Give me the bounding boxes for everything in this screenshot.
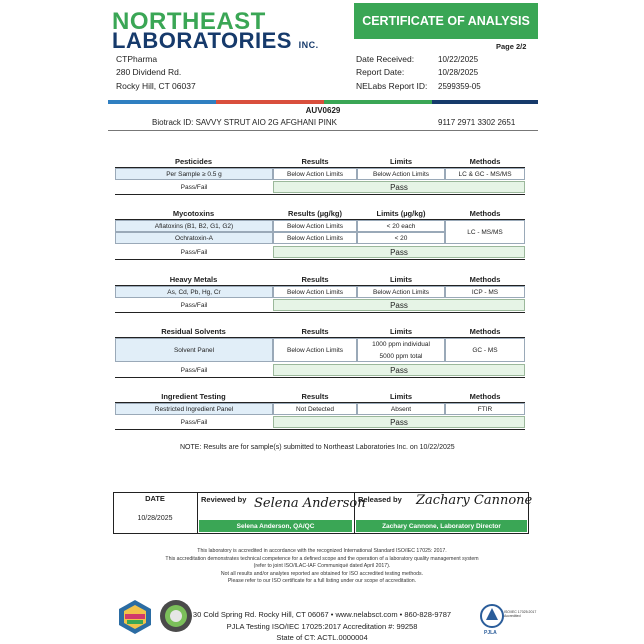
mycotoxins-row1-limit: < 20 each (386, 222, 416, 230)
ingredient-testing-bottom-rule (115, 429, 525, 430)
mycotoxins-method-cell (445, 220, 525, 244)
pesticides-header: Pesticides (174, 157, 213, 166)
ingredient-testing-limit-cell (357, 403, 445, 415)
pjla-label: PJLA (484, 630, 497, 636)
disclaimer-line-5: Please refer to our ISO certificate for a full listing under our scope of accreditation. (227, 578, 417, 584)
colorbar-blue (108, 100, 216, 104)
residual-solvents-limits-header: Limits (389, 327, 413, 336)
pesticides-pass-cell (273, 181, 525, 193)
mycotoxins-results-header: Results (µg/kg) (288, 209, 342, 218)
mycotoxins-method: LC - MS/MS (467, 228, 503, 236)
sample-divider (108, 130, 538, 131)
page-number: Page 2/2 (496, 42, 527, 51)
mycotoxins-header: Mycotoxins (172, 209, 215, 218)
pesticides-limit-cell (357, 168, 445, 180)
residual-solvents-result-cell (273, 338, 357, 362)
mycotoxins-row2-result-cell (273, 232, 357, 244)
heavy-metals-results-header: Results (301, 275, 329, 284)
pesticides-method: LC & GC - MS/MS (458, 170, 512, 178)
biotrack-line (152, 118, 337, 127)
pesticides-result-cell (273, 168, 357, 180)
ingredient-testing-limits-header: Limits (389, 392, 413, 401)
ingredient-testing-pass-cell (273, 416, 525, 428)
mycotoxins-pass: Pass (390, 247, 408, 257)
residual-solvents-bottom-rule (115, 377, 525, 378)
ingredient-testing-analyte-cell (115, 403, 273, 415)
client-address1: 280 Dividend Rd. (116, 67, 182, 77)
ingredient-testing-limit: Absent (390, 405, 412, 413)
report-id-value: 2599359-05 (438, 82, 481, 91)
residual-solvents-pass-cell (273, 364, 525, 376)
disclaimer-line-2: This accreditation demonstrates technical competence for a defined scope and the operation of a laboratory quality management system (165, 556, 479, 562)
ingredient-testing-results-header: Results (301, 392, 329, 401)
disclaimer-line-3: (refer to joint ISO/ILAC-IAF Communiqué dated April 2017). (253, 563, 391, 569)
ingredient-testing-method-cell (445, 403, 525, 415)
released-by-label: Released by (358, 495, 402, 504)
released-name: Zachary Cannone, Laboratory Director (382, 522, 501, 530)
mycotoxins-row2-limit-cell (357, 232, 445, 244)
pjla-badge-text: ISO/IEC 17025:2017 Accredited (504, 610, 537, 618)
signoff-divider-1 (197, 492, 198, 534)
heavy-metals-limit-cell (357, 286, 445, 298)
mycotoxins-row2-limit: < 20 (394, 234, 408, 242)
pesticides-limits-header: Limits (389, 157, 413, 166)
mycotoxins-row2-result: Below Action Limits (287, 234, 343, 242)
heavy-metals-limit: Below Action Limits (373, 288, 429, 296)
residual-solvents-result: Below Action Limits (287, 346, 343, 354)
submission-note: NOTE: Results are for sample(s) submitted to Northeast Laboratories Inc. on 10/22/2025 (180, 444, 455, 451)
mycotoxins-row1-limit-cell (357, 220, 445, 232)
residual-solvents-pass: Pass (390, 365, 408, 375)
heavy-metals-methods-header: Methods (469, 275, 501, 284)
residual-solvents-passfail-label (115, 364, 273, 376)
residual-solvents-methods-header: Methods (469, 327, 501, 336)
mycotoxins-row1-analyte-cell (115, 220, 273, 232)
pesticides-methods-header: Methods (469, 157, 501, 166)
residual-solvents-limit-cell (357, 338, 445, 362)
signoff-date-label: DATE (145, 494, 165, 503)
footer-address: 30 Cold Spring Rd. Rocky Hill, CT 06067 • www.nelabsct.com • 860-828-9787 (192, 610, 452, 619)
client-name: CTPharma (116, 54, 158, 64)
logo-northeast: NORTHEAST (112, 8, 266, 35)
logo-laboratories (112, 28, 319, 54)
pesticides-analyte-cell (115, 168, 273, 180)
ingredient-testing-result: Not Detected (296, 405, 334, 413)
residual-solvents-method-cell (445, 338, 525, 362)
certificate-title: CERTIFICATE OF ANALYSIS (354, 3, 538, 39)
heavy-metals-header: Heavy Metals (169, 275, 218, 284)
heavy-metals-limits-header: Limits (389, 275, 413, 284)
residual-solvents-limit2: 5000 ppm total (379, 353, 423, 360)
report-date-value: 10/28/2025 (438, 68, 479, 77)
residual-solvents-header: Residual Solvents (161, 327, 226, 336)
heavy-metals-analyte-cell (115, 286, 273, 298)
biotrack-number: 9117 2971 3302 2651 (438, 118, 516, 127)
disclaimer-line-1: This laboratory is accredited in accordance with the recognized International Standard ISO/IEC 17025: 2017. (197, 548, 447, 554)
pjla-badge (478, 600, 544, 640)
badge-left-1 (116, 598, 154, 636)
heavy-metals-result: Below Action Limits (287, 288, 343, 296)
residual-solvents-results-header: Results (301, 327, 329, 336)
heavy-metals-analyte: As, Cd, Pb, Hg, Cr (167, 288, 221, 296)
ingredient-testing-passfail-text: Pass/Fail (180, 418, 208, 426)
residual-solvents-analyte: Solvent Panel (173, 346, 215, 354)
client-address2: Rocky Hill, CT 06037 (116, 81, 196, 91)
mycotoxins-row1-result: Below Action Limits (287, 222, 343, 230)
heavy-metals-method: ICP - MS (471, 288, 499, 296)
disclaimer-line-4: Not all results and/or analytes reported are obtained for ISO accredited testing methods. (220, 571, 424, 577)
residual-solvents-analyte-cell (115, 338, 273, 362)
mycotoxins-row1-analyte: Aflatoxins (B1, B2, G1, G2) (154, 222, 234, 230)
footer-accreditation: PJLA Testing ISO/IEC 17025:2017 Accreditation #: 99258 (226, 622, 418, 631)
report-id-label: NELabs Report ID: (356, 81, 428, 91)
pesticides-result: Below Action Limits (287, 170, 343, 178)
mycotoxins-methods-header: Methods (469, 209, 501, 218)
date-received-label: Date Received: (356, 54, 415, 64)
heavy-metals-pass-cell (273, 299, 525, 311)
reviewed-signature: Selena Anderson (254, 496, 366, 511)
released-name-bar (356, 520, 527, 532)
pesticides-pass: Pass (390, 182, 408, 192)
residual-solvents-limit1: 1000 ppm individual (372, 341, 430, 348)
reviewed-name: Selena Anderson, QA/QC (236, 522, 315, 530)
heavy-metals-passfail-label (115, 299, 273, 311)
sample-id: AUV0629 (305, 106, 341, 115)
residual-solvents-method: GC - MS (472, 346, 498, 354)
reviewed-by-label: Reviewed by (201, 495, 247, 504)
ingredient-testing-method: FTIR (477, 405, 493, 413)
residual-solvents-passfail-text: Pass/Fail (180, 366, 208, 374)
ingredient-testing-pass: Pass (390, 417, 408, 427)
footer-state: State of CT: ACTL.0000004 (276, 633, 368, 642)
ingredient-testing-methods-header: Methods (469, 392, 501, 401)
mycotoxins-passfail-label (115, 246, 273, 258)
logo-laboratories-text: LABORATORIES (112, 28, 292, 53)
pesticides-limit: Below Action Limits (373, 170, 429, 178)
heavy-metals-passfail-text: Pass/Fail (180, 301, 208, 309)
mycotoxins-pass-cell (273, 246, 525, 258)
mycotoxins-row2-analyte-cell (115, 232, 273, 244)
mycotoxins-row1-result-cell (273, 220, 357, 232)
date-received-value: 10/22/2025 (438, 55, 479, 64)
heavy-metals-method-cell (445, 286, 525, 298)
reviewed-name-bar (199, 520, 352, 532)
ingredient-testing-header: Ingredient Testing (161, 392, 226, 401)
heavy-metals-bottom-rule (115, 312, 525, 313)
pesticides-results-header: Results (301, 157, 329, 166)
pesticides-method-cell (445, 168, 525, 180)
pesticides-analyte: Per Sample ≥ 0.5 g (166, 170, 222, 178)
biotrack-label: Biotrack ID: (152, 118, 194, 127)
heavy-metals-pass: Pass (390, 300, 408, 310)
pesticides-bottom-rule (115, 194, 525, 195)
ingredient-testing-passfail-label (115, 416, 273, 428)
mycotoxins-row2-analyte: Ochratoxin-A (175, 234, 213, 242)
pesticides-passfail-text: Pass/Fail (180, 183, 208, 191)
ingredient-testing-analyte: Restricted Ingredient Panel (154, 405, 234, 413)
logo-inc: INC. (298, 40, 319, 50)
colorbar-red (216, 100, 324, 104)
product-name: SAVVY STRUT AIO 2G AFGHANI PINK (195, 118, 337, 127)
colorbar-green (324, 100, 432, 104)
pesticides-passfail-label (115, 181, 273, 193)
signoff-date-value: 10/28/2025 (137, 515, 173, 522)
report-date-label: Report Date: (356, 67, 405, 77)
colorbar-navy (432, 100, 538, 104)
ingredient-testing-result-cell (273, 403, 357, 415)
mycotoxins-bottom-rule (115, 259, 525, 260)
mycotoxins-passfail-text: Pass/Fail (180, 248, 208, 256)
heavy-metals-result-cell (273, 286, 357, 298)
released-signature: Zachary Cannone (416, 493, 533, 508)
mycotoxins-limits-header: Limits (µg/kg) (376, 209, 426, 218)
